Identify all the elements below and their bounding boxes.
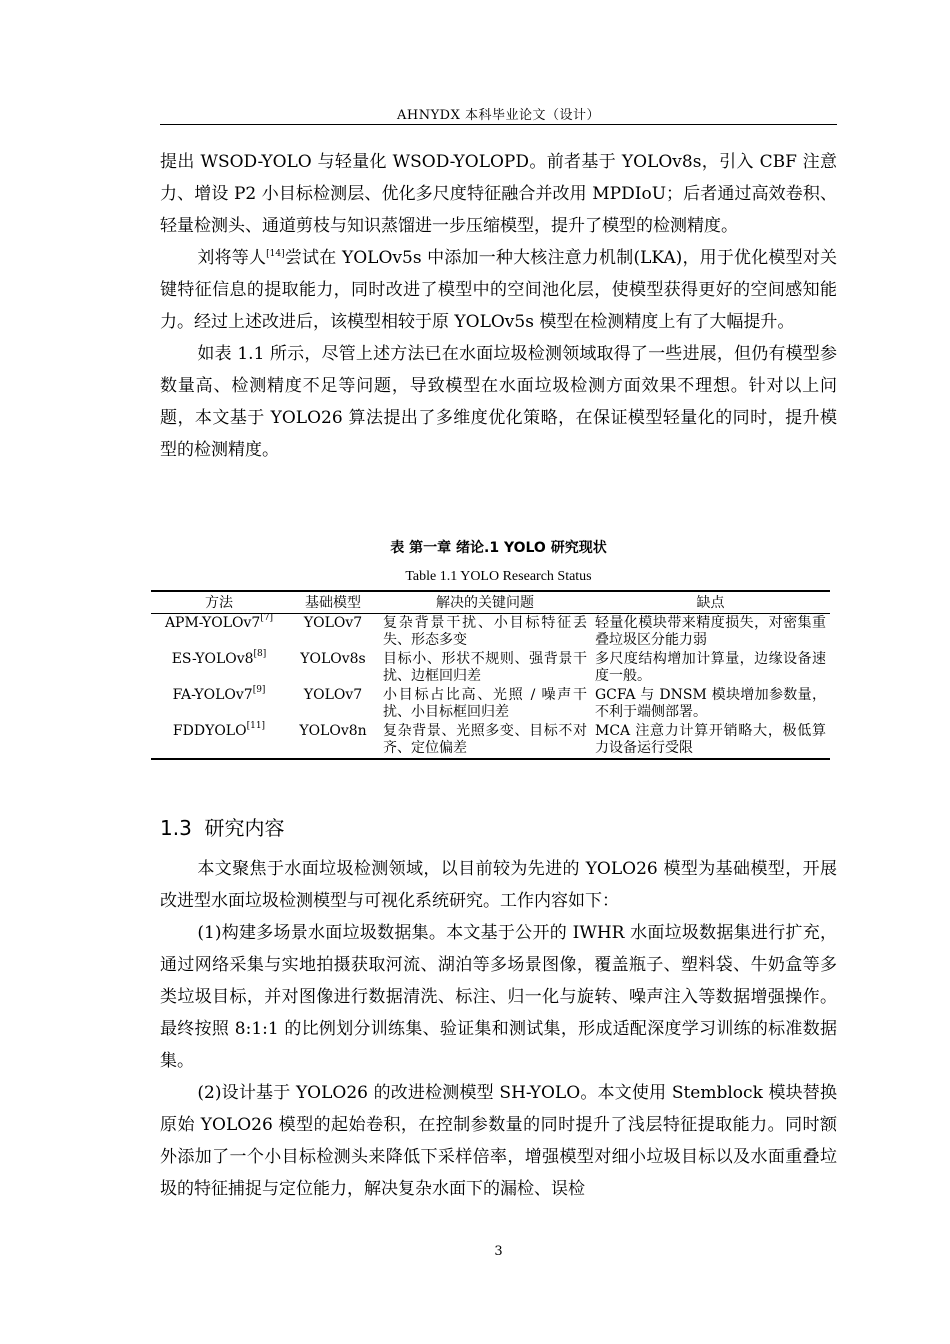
cell-method	[151, 614, 287, 651]
table-header-row	[151, 591, 830, 614]
method-name: APM-YOLOv7	[164, 615, 261, 631]
table-row	[151, 686, 830, 722]
cell-base-model: YOLOv7	[303, 615, 363, 631]
paragraph-item-2: (2)设计基于 YOLO26 的改进检测模型 SH-YOLO。本文使用 Stemblock 模块替换原始 YOLO26 模型的起始卷积，在控制参数量的同时提升了浅层特征提取能力。同时额外添加了一个小目标检测头来降低下采样倍率，增强模型对细小垃圾目标以及水面重叠垃圾的特征捕捉与定位能力，解决复杂水面下的漏检、误检	[160, 1083, 837, 1199]
paragraph-table-intro: 如表 1.1 所示，尽管上述方法已在水面垃圾检测领域取得了一些进展，但仍有模型参数量高、检测精度不足等问题，导致模型在水面垃圾检测方面效果不理想。针对以上问题，本文基于 YOLO26 算法提出了多维度优化策略，在保证模型轻量化的同时，提升模型的检测精度。	[160, 344, 837, 460]
table-row	[151, 614, 830, 651]
column-header-base-model: 基础模型	[305, 595, 361, 611]
citation-ref: [8]	[253, 649, 267, 659]
cell-base-model: YOLOv8n	[299, 723, 367, 739]
research-status-table	[151, 590, 830, 760]
cell-key-problems: 复杂背景、光照多变、目标不对齐、定位偏差	[383, 723, 587, 756]
section-heading	[160, 812, 285, 841]
cell-key-problems: 目标小、形状不规则、强背景干扰、边框回归差	[383, 651, 587, 684]
cell-method	[151, 650, 287, 686]
cell-base-model: YOLOv7	[303, 687, 363, 703]
column-header-drawbacks: 缺点	[696, 595, 725, 611]
paragraph-liu	[160, 242, 837, 338]
column-header-method: 方法	[205, 595, 233, 611]
method-name: ES-YOLOv8	[171, 651, 254, 667]
cell-drawbacks: 多尺度结构增加计算量，边缘设备速度一般。	[595, 651, 826, 684]
citation-ref: [11]	[246, 721, 266, 731]
cell-base-model: YOLOv8s	[300, 651, 366, 667]
cell-key-problems: 小目标占比高、光照 / 噪声干扰、小目标框回归差	[383, 687, 587, 720]
header-rule	[160, 124, 837, 125]
cell-method	[151, 722, 287, 759]
cell-drawbacks: 轻量化模块带来精度损失，对密集重叠垃圾区分能力弱	[595, 615, 826, 648]
citation-ref: [9]	[252, 685, 266, 695]
paragraph-liu-body: 尝试在 YOLOv5s 中添加一种大核注意力机制(LKA)，用于优化模型对关键特征信息的提取能力，同时改进了模型中的空间池化层，使模型获得更好的空间感知能力。经过上述改进后，该模型相较于原 YOLOv5s 模型在检测精度上有了大幅提升。	[160, 248, 838, 332]
section-number: 1.3	[160, 816, 192, 840]
table-caption-cn: 表 第一章 绪论.1 YOLO 研究现状	[390, 540, 607, 556]
table-caption-en: Table 1.1 YOLO Research Status	[405, 569, 592, 584]
cell-method	[151, 686, 287, 722]
page-number: 3	[494, 1244, 503, 1259]
paragraph-continued: 提出 WSOD-YOLO 与轻量化 WSOD-YOLOPD。前者基于 YOLOv8s，引入 CBF 注意力、增设 P2 小目标检测层、优化多尺度特征融合并改用 MPDIoU；后者通过高效卷积、轻量检测头、通道剪枝与知识蒸馏进一步压缩模型，提升了模型的检测精度。	[160, 152, 837, 236]
body-text-top	[160, 146, 837, 466]
method-name: FA-YOLOv7	[172, 687, 253, 703]
table-row	[151, 722, 830, 759]
section-title: 研究内容	[204, 816, 285, 840]
citation-ref: [7]	[260, 613, 274, 623]
paragraph-intro: 本文聚焦于水面垃圾检测领域，以目前较为先进的 YOLO26 模型为基础模型，开展改进型水面垃圾检测模型与可视化系统研究。工作内容如下：	[160, 859, 837, 911]
running-header: AHNYDX 本科毕业论文（设计）	[397, 108, 600, 123]
cell-drawbacks: GCFA 与 DNSM 模块增加参数量，不利于端侧部署。	[595, 687, 826, 720]
table-row	[151, 650, 830, 686]
paragraph-item-1: (1)构建多场景水面垃圾数据集。本文基于公开的 IWHR 水面垃圾数据集进行扩充，通过网络采集与实地拍摄获取河流、湖泊等多场景图像，覆盖瓶子、塑料袋、牛奶盒等多类垃圾目标，并对图像进行数据清洗、标注、归一化与旋转、噪声注入等数据增强操作。最终按照 8:1:1 的比例划分训练集、验证集和测试集，形成适配深度学习训练的标准数据集。	[160, 923, 837, 1071]
column-header-key-problems: 解决的关键问题	[436, 595, 534, 611]
method-name: FDDYOLO	[172, 723, 247, 739]
body-text-bottom	[160, 853, 837, 1205]
citation-ref: [14]	[266, 249, 285, 259]
cell-key-problems: 复杂背景干扰、小目标特征丢失、形态多变	[383, 615, 587, 648]
cell-drawbacks: MCA 注意力计算开销略大，极低算力设备运行受限	[595, 723, 826, 756]
paragraph-liu-lead: 刘将等人	[197, 248, 267, 268]
